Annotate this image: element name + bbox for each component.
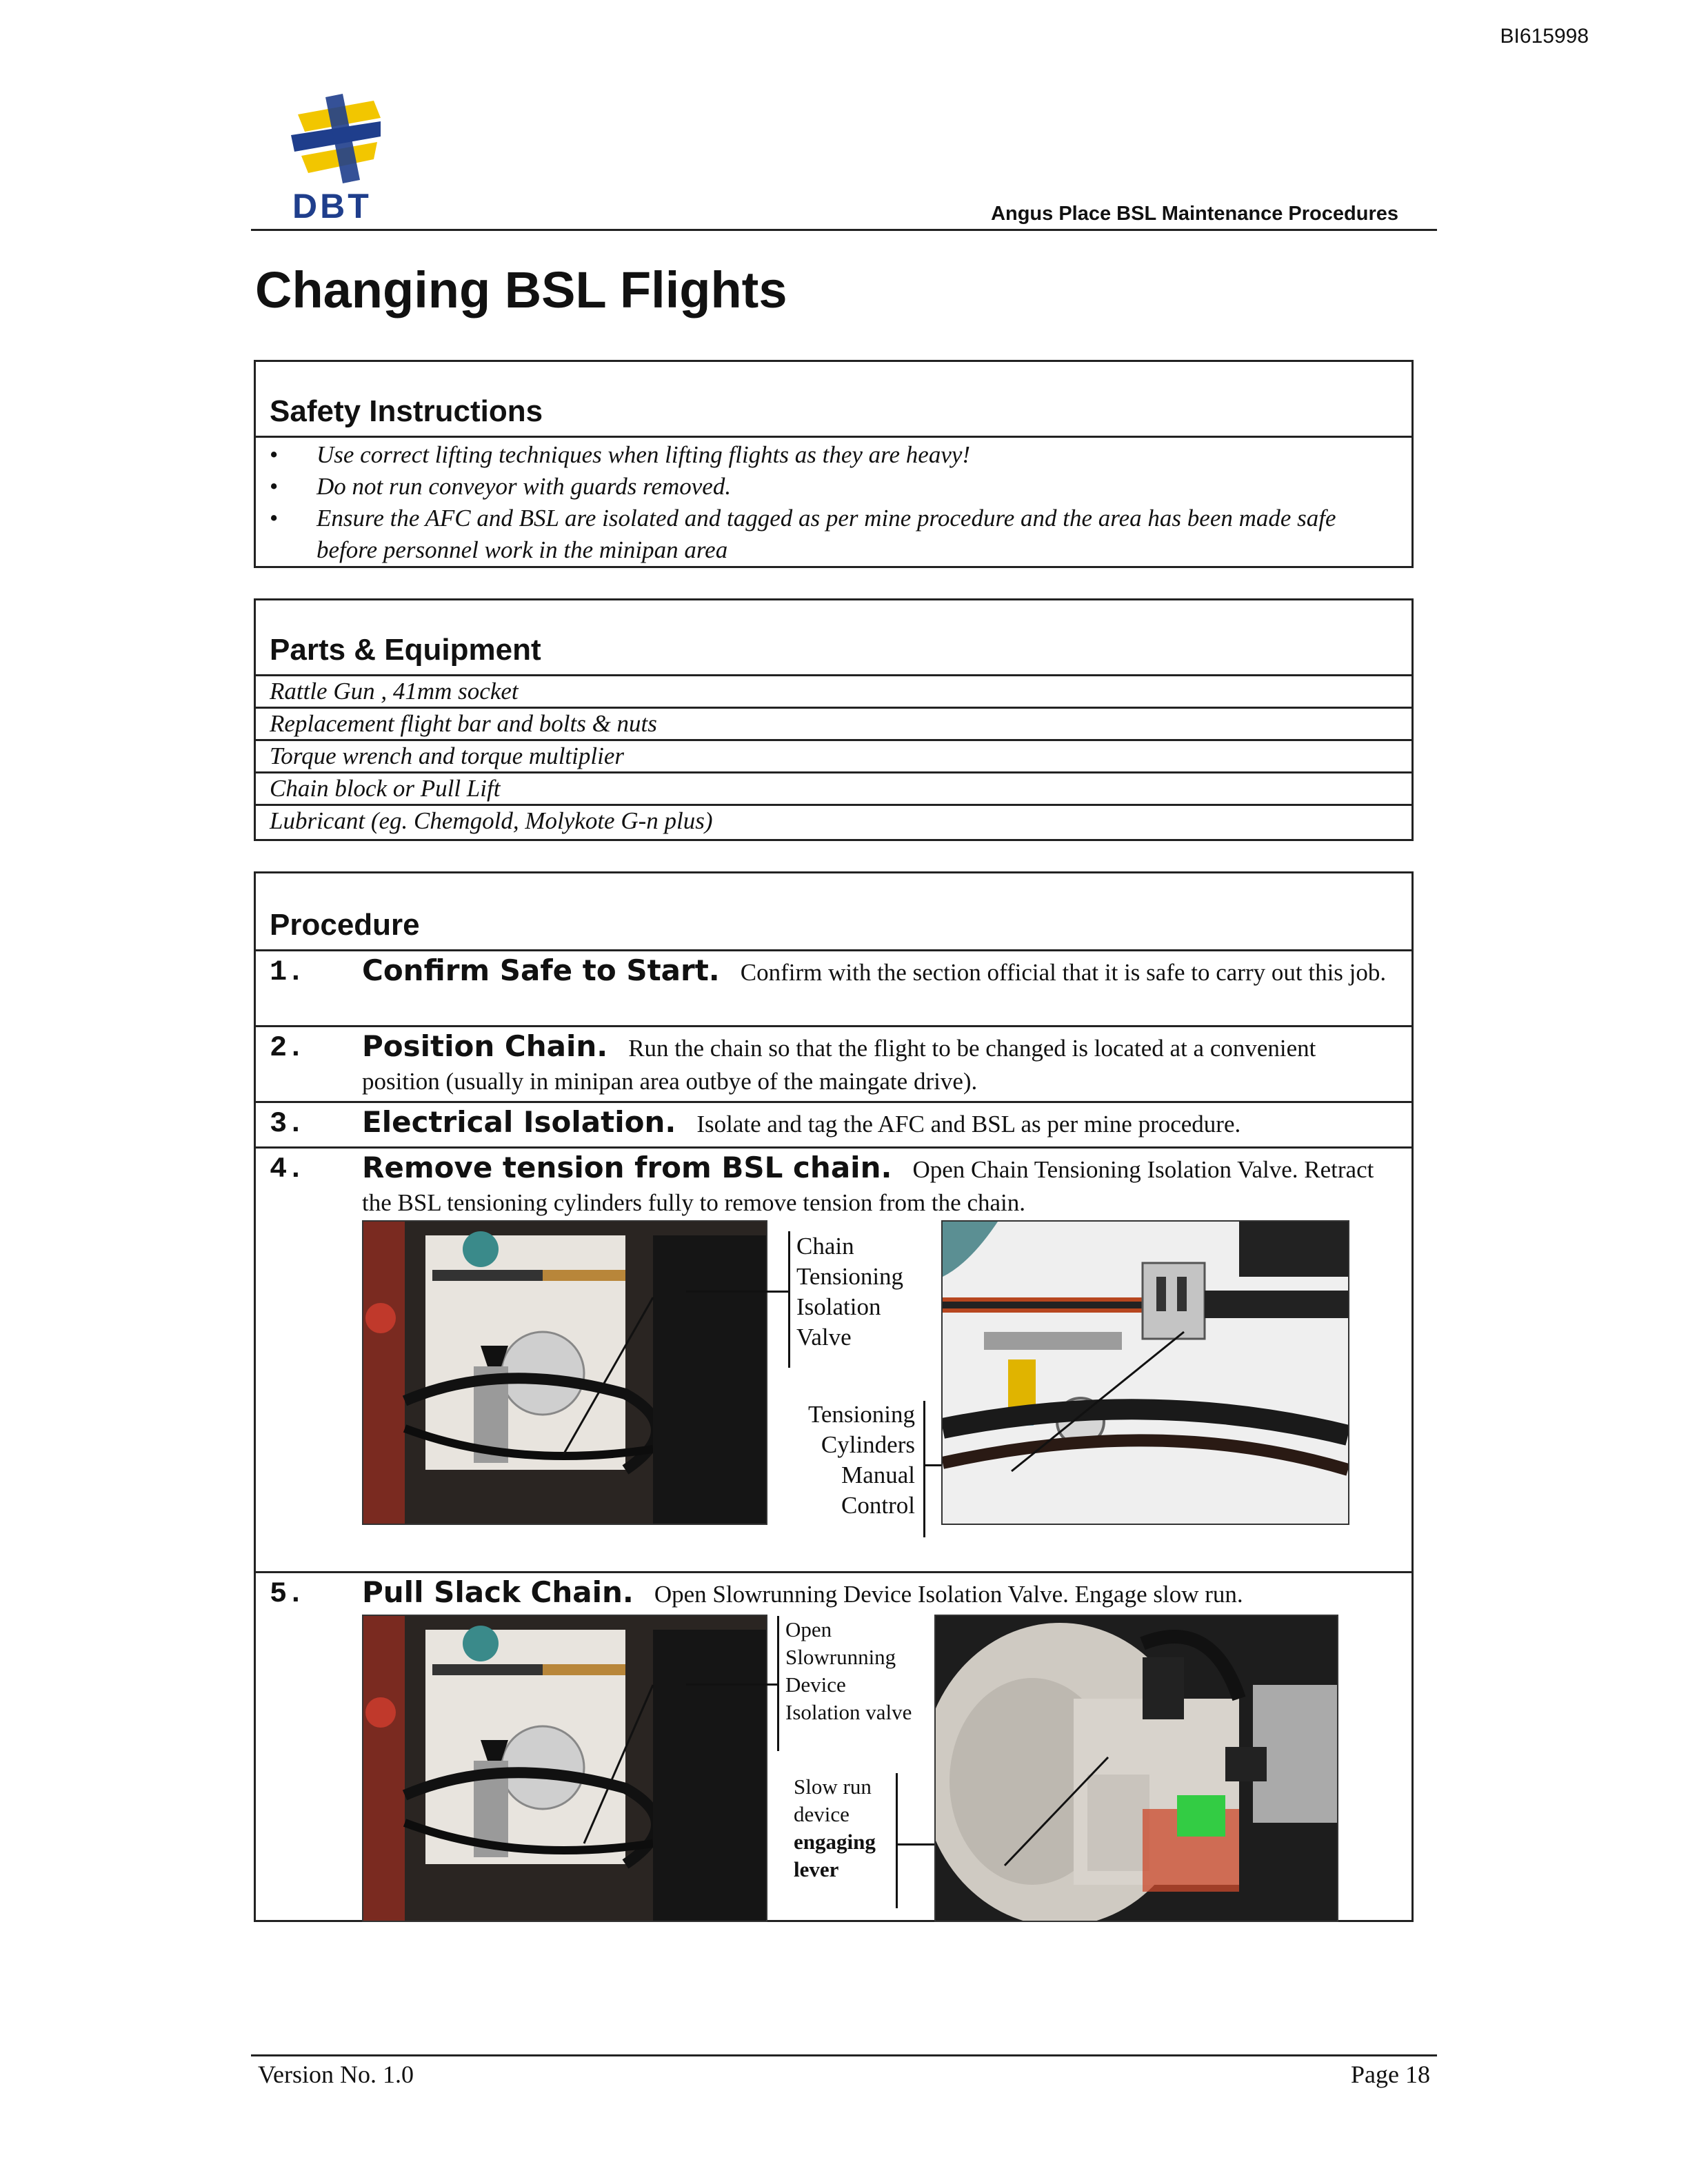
- safety-item: • Do not run conveyor with guards removed.: [256, 471, 1411, 503]
- document-id: BI615998: [1500, 25, 1589, 48]
- safety-heading-row: [256, 362, 1411, 438]
- safety-instructions-box: [254, 360, 1414, 568]
- header-title: Angus Place BSL Maintenance Procedures: [991, 203, 1398, 225]
- callout-bracket: [896, 1773, 898, 1908]
- parts-item: Torque wrench and torque multiplier: [256, 741, 1411, 774]
- procedure-step-5: [256, 1571, 1411, 1920]
- procedure-step-4: [256, 1146, 1411, 1571]
- procedure-step-2: [256, 1025, 1411, 1101]
- parts-item: Chain block or Pull Lift: [256, 774, 1411, 806]
- parts-item: Replacement flight bar and bolts & nuts: [256, 709, 1411, 741]
- safety-heading: Safety Instructions: [270, 394, 543, 428]
- footer-page-number: Page 18: [1351, 2061, 1430, 2088]
- parts-item: Rattle Gun , 41mm socket: [256, 676, 1411, 709]
- parts-item: Lubricant (eg. Chemgold, Molykote G-n plus): [270, 807, 713, 834]
- tensioning-panel-photo: [362, 1220, 767, 1525]
- step-number: 5.: [270, 1577, 305, 1610]
- callout-slowrunning-valve: Open Slowrunning Device Isolation valve: [785, 1617, 912, 1724]
- step-title: Position Chain.: [362, 1029, 608, 1063]
- step-text: Open Slowrunning Device Isolation Valve. Engage slow run.: [654, 1581, 1243, 1608]
- footer-rule: [251, 2054, 1437, 2056]
- step-body: [362, 1106, 1398, 1141]
- dbt-logo: [284, 94, 388, 232]
- step-body: [362, 1030, 1398, 1098]
- procedure-box: [254, 871, 1414, 1922]
- step-title: Remove tension from BSL chain.: [362, 1151, 892, 1184]
- procedure-step-3: [256, 1101, 1411, 1146]
- slow-run-device-photo: [934, 1615, 1338, 1922]
- safety-item: • Ensure the AFC and BSL are isolated and tagged as per mine procedure and the area has been made safe before personnel work in the minipan area: [256, 503, 1411, 566]
- header-rule: [251, 229, 1437, 231]
- step-number: 1.: [270, 956, 305, 989]
- callout-leader: [686, 1684, 777, 1686]
- step-title: Confirm Safe to Start.: [362, 953, 720, 987]
- step-body: [362, 954, 1398, 989]
- parts-heading: Parts & Equipment: [270, 633, 541, 667]
- control-panel-image-icon: [363, 1616, 766, 1921]
- logo-text: DBT: [292, 187, 372, 225]
- step-title: Electrical Isolation.: [362, 1105, 676, 1139]
- callout-chain-tensioning-valve: Chain Tensioning Isolation Valve: [796, 1233, 904, 1351]
- step-body: [362, 1576, 1398, 1611]
- callout-bracket: [923, 1401, 925, 1537]
- page-title: Changing BSL Flights: [255, 261, 787, 318]
- control-panel-image-icon: [363, 1222, 766, 1524]
- gearbox-image-icon: [936, 1616, 1337, 1921]
- safety-item: • Use correct lifting techniques when lifting flights as they are heavy!: [256, 439, 1411, 471]
- procedure-heading: Procedure: [270, 908, 420, 942]
- footer-version: Version No. 1.0: [258, 2061, 414, 2088]
- step-text: Open Chain Tensioning Isolation Valve. Retract the BSL tensioning cylinders fully to remove tension from the chain.: [362, 1156, 1374, 1216]
- step-number: 3.: [270, 1107, 305, 1140]
- parts-equipment-box: [254, 598, 1414, 841]
- step-number: 2.: [270, 1031, 305, 1064]
- callout-slow-run-lever: Slow run device engaging lever: [794, 1775, 876, 1881]
- callout-tensioning-cylinders: Tensioning Cylinders Manual Control: [807, 1401, 915, 1519]
- logo-mark-icon: [284, 94, 388, 183]
- valve-block-image-icon: [943, 1222, 1348, 1524]
- manual-control-valve-photo: [941, 1220, 1349, 1525]
- step-text: Run the chain so that the flight to be changed is located at a convenient position (usually in minipan area outbye of the maingate drive).: [362, 1035, 1316, 1095]
- step-text: Confirm with the section official that it is safe to carry out this job.: [740, 959, 1387, 986]
- step-text: Isolate and tag the AFC and BSL as per mine procedure.: [696, 1111, 1241, 1138]
- step-title: Pull Slack Chain.: [362, 1575, 634, 1609]
- callout-leader: [686, 1291, 788, 1293]
- step-body: [362, 1151, 1398, 1220]
- callout-bracket: [777, 1616, 779, 1751]
- procedure-step-1: [256, 949, 1411, 1025]
- safety-list: [256, 439, 1411, 566]
- slowrunning-panel-photo: [362, 1615, 767, 1922]
- step-number: 4.: [270, 1153, 305, 1186]
- callout-bracket: [788, 1231, 790, 1368]
- procedure-heading-row: [256, 873, 1411, 949]
- parts-heading-row: [256, 600, 1411, 676]
